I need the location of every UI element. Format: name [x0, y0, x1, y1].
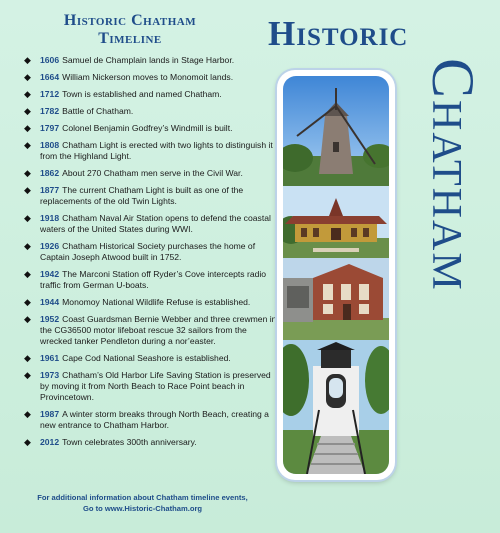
timeline-event — [24, 123, 279, 134]
timeline-title-line1: Historic Chatham — [63, 12, 197, 29]
footer-line1: For additional information about Chatham timeline events, — [37, 493, 248, 502]
diamond-bullet-icon: ◆ — [24, 123, 31, 133]
timeline-event-year: 1973 — [40, 370, 60, 380]
timeline-event — [24, 297, 279, 308]
timeline-event-body — [40, 437, 279, 448]
diamond-bullet-icon: ◆ — [24, 140, 31, 150]
timeline-event-text: Chatham’s Old Harbor Life Saving Station is preserved by moving it from North Beach to Race Point beach in Provincetown. — [40, 370, 271, 402]
timeline-event-year: 1942 — [40, 269, 60, 279]
timeline-events-list — [24, 55, 279, 454]
timeline-event-year: 1987 — [40, 409, 60, 419]
timeline-event-year: 1918 — [40, 213, 60, 223]
timeline-event-year: 1952 — [40, 314, 60, 324]
timeline-event-text: Cape Cod National Seashore is established. — [62, 353, 231, 363]
timeline-event-body — [40, 409, 279, 431]
timeline-event-text: The Marconi Station off Ryder’s Cove intercepts radio traffic from German U-boats. — [40, 269, 267, 290]
timeline-event — [24, 55, 279, 66]
timeline-event-body — [40, 314, 279, 347]
diamond-bullet-icon: ◆ — [24, 409, 31, 419]
timeline-event-text: Chatham Historical Society purchases the home of Captain Joseph Atwood built in 1752. — [40, 241, 256, 262]
timeline-event-text: Coast Guardsman Bernie Webber and three crewmen in the CG36500 motor lifeboat rescue 32 sailors from the wrecked tanker Pendleton during a nor’easter. — [40, 314, 277, 346]
timeline-event-body — [40, 353, 279, 364]
timeline-event-body — [40, 55, 279, 66]
timeline-event-year: 1926 — [40, 241, 60, 251]
timeline-event-year: 1961 — [40, 353, 60, 363]
timeline-event-text: Chatham Light is erected with two lights to distinguish it from the Highland Light. — [40, 140, 273, 161]
photo-strip-inner — [283, 76, 389, 474]
diamond-bullet-icon: ◆ — [24, 297, 31, 307]
timeline-event — [24, 168, 279, 179]
timeline-event-text: Town is established and named Chatham. — [62, 89, 222, 99]
timeline-event-year: 1606 — [40, 55, 60, 65]
timeline-event — [24, 72, 279, 83]
timeline-event-year: 2012 — [40, 437, 60, 447]
timeline-event — [24, 269, 279, 291]
diamond-bullet-icon: ◆ — [24, 185, 31, 195]
photo-windmill — [283, 76, 389, 186]
timeline-event-body — [40, 370, 279, 403]
timeline-event-text: Battle of Chatham. — [62, 106, 134, 116]
brand-title-chatham: Chatham — [420, 58, 486, 292]
timeline-event-year: 1664 — [40, 72, 60, 82]
diamond-bullet-icon: ◆ — [24, 314, 31, 324]
footer-link[interactable]: Go to www.Historic-Chatham.org — [82, 504, 203, 513]
timeline-event — [24, 213, 279, 235]
photo-strip — [277, 70, 395, 480]
timeline-event-text: A winter storm breaks through North Beach, creating a new entrance to Chatham Harbor. — [40, 409, 269, 430]
timeline-event-year: 1862 — [40, 168, 60, 178]
timeline-event — [24, 370, 279, 403]
diamond-bullet-icon: ◆ — [24, 437, 31, 447]
timeline-event — [24, 409, 279, 431]
timeline-event — [24, 185, 279, 207]
diamond-bullet-icon: ◆ — [24, 72, 31, 82]
timeline-event-body — [40, 269, 279, 291]
timeline-event-body — [40, 241, 279, 263]
timeline-event-body — [40, 213, 279, 235]
timeline-event-body — [40, 140, 279, 162]
timeline-event-year: 1944 — [40, 297, 60, 307]
timeline-event-year: 1797 — [40, 123, 60, 133]
diamond-bullet-icon: ◆ — [24, 55, 31, 65]
timeline-event-year: 1782 — [40, 106, 60, 116]
timeline-event-body — [40, 106, 279, 117]
timeline-event-body — [40, 89, 279, 100]
timeline-event-year: 1808 — [40, 140, 60, 150]
photo-brick-building — [283, 258, 389, 340]
timeline-event-text: Colonel Benjamin Godfrey’s Windmill is built. — [62, 123, 233, 133]
footer-note — [10, 492, 275, 514]
timeline-event — [24, 241, 279, 263]
timeline-event — [24, 314, 279, 347]
timeline-event-text: About 270 Chatham men serve in the Civil War. — [62, 168, 243, 178]
timeline-event-body — [40, 123, 279, 134]
timeline-title — [20, 12, 240, 48]
timeline-event — [24, 353, 279, 364]
timeline-event-body — [40, 168, 279, 179]
timeline-event-body — [40, 185, 279, 207]
brand-title-historic: Historic — [268, 14, 409, 53]
timeline-event-text: Samuel de Champlain lands in Stage Harbor. — [62, 55, 235, 65]
timeline-event-text: Town celebrates 300th anniversary. — [62, 437, 197, 447]
diamond-bullet-icon: ◆ — [24, 370, 31, 380]
diamond-bullet-icon: ◆ — [24, 353, 31, 363]
timeline-title-line2: Timeline — [98, 30, 162, 47]
diamond-bullet-icon: ◆ — [24, 168, 31, 178]
timeline-event-text: Monomoy National Wildlife Refuse is established. — [62, 297, 251, 307]
timeline-event — [24, 140, 279, 162]
timeline-event-text: Chatham Naval Air Station opens to defend the coastal waters of the United States during WWI. — [40, 213, 271, 234]
diamond-bullet-icon: ◆ — [24, 269, 31, 279]
timeline-event — [24, 89, 279, 100]
diamond-bullet-icon: ◆ — [24, 89, 31, 99]
timeline-event-body — [40, 72, 279, 83]
timeline-event-text: The current Chatham Light is built as one of the replacements of the old Twin Lights. — [40, 185, 244, 206]
diamond-bullet-icon: ◆ — [24, 106, 31, 116]
timeline-event — [24, 437, 279, 448]
timeline-event — [24, 106, 279, 117]
diamond-bullet-icon: ◆ — [24, 213, 31, 223]
diamond-bullet-icon: ◆ — [24, 241, 31, 251]
timeline-event-text: William Nickerson moves to Monomoit lands. — [62, 72, 234, 82]
timeline-event-year: 1712 — [40, 89, 60, 99]
timeline-event-year: 1877 — [40, 185, 60, 195]
photo-lighthouse-doorway — [283, 340, 389, 474]
timeline-event-body — [40, 297, 279, 308]
photo-railroad-depot — [283, 186, 389, 258]
